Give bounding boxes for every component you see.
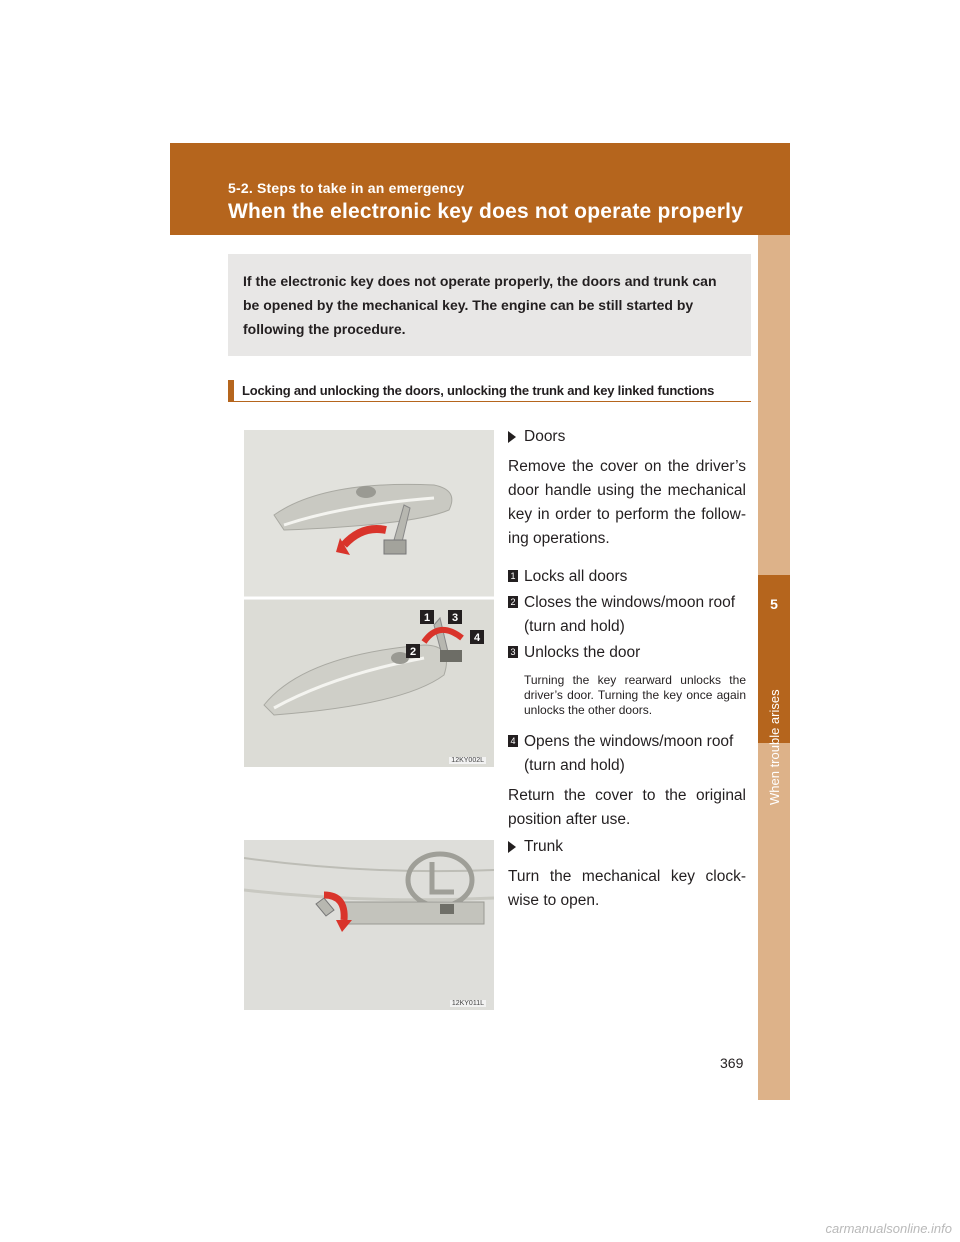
list-item-text: Opens the windows/moon roof (turn and hold) <box>524 733 734 774</box>
list-item-3 <box>508 641 746 665</box>
unlock-note: Turning the key rearward unlocks the driver’s door. Turning the key once again unlocks the other doors. <box>524 673 746 717</box>
doors-text: Remove the cover on the driver’s door handle using the mechanical key in order to perform the follow-ing operations. <box>508 458 746 547</box>
subheading: Locking and unlocking the doors, unlocking the trunk and key linked functions <box>228 380 751 402</box>
number-badge: 2 <box>508 596 518 608</box>
callout-1-label: 1 <box>423 612 431 624</box>
door-handle-illustration <box>244 430 494 767</box>
trunk-section <box>508 835 746 913</box>
list-item-4 <box>508 730 746 778</box>
list-item-text: Locks all doors <box>524 568 628 585</box>
trunk-heading-label: Trunk <box>524 838 564 855</box>
chapter-label: When trouble arises <box>766 689 782 805</box>
chapter-number: 5 <box>770 596 778 612</box>
triangle-bullet-icon <box>508 431 516 443</box>
callout-3-label: 3 <box>451 612 459 624</box>
trunk-image-code: 12KY011L <box>451 1000 484 1007</box>
callout-4-label: 4 <box>473 632 481 644</box>
doors-after-text: Return the cover to the original position after use. <box>508 787 746 828</box>
number-badge: 3 <box>508 646 518 658</box>
page-title: When the electronic key does not operate properly <box>228 200 744 223</box>
doors-section <box>508 425 746 832</box>
doors-heading <box>508 425 746 449</box>
trunk-image <box>244 840 494 1010</box>
trunk-heading <box>508 835 746 859</box>
trunk-text: Turn the mechanical key clock-wise to open. <box>508 868 746 909</box>
triangle-bullet-icon <box>508 841 516 853</box>
intro-box: If the electronic key does not operate properly, the doors and trunk can be opened by the mechanical key. The engine can be still started by following the procedure. <box>228 254 751 356</box>
number-badge: 1 <box>508 570 518 582</box>
number-badge: 4 <box>508 735 518 747</box>
door-image-code: 12KY002L <box>451 757 484 764</box>
door-handle-image <box>244 430 494 767</box>
chapter-label-wrap <box>758 645 790 805</box>
list-item-text: Closes the windows/moon roof (turn and hold) <box>524 594 736 635</box>
list-item-2 <box>508 591 746 639</box>
page-number: 369 <box>720 1055 744 1071</box>
callout-2-label: 2 <box>409 646 417 658</box>
trunk-illustration <box>244 840 494 1010</box>
list-item-1 <box>508 565 746 589</box>
watermark: carmanualsonline.info <box>825 1221 952 1236</box>
doors-heading-label: Doors <box>524 428 566 445</box>
section-label: 5-2. Steps to take in an emergency <box>228 180 465 196</box>
list-item-text: Unlocks the door <box>524 644 641 661</box>
